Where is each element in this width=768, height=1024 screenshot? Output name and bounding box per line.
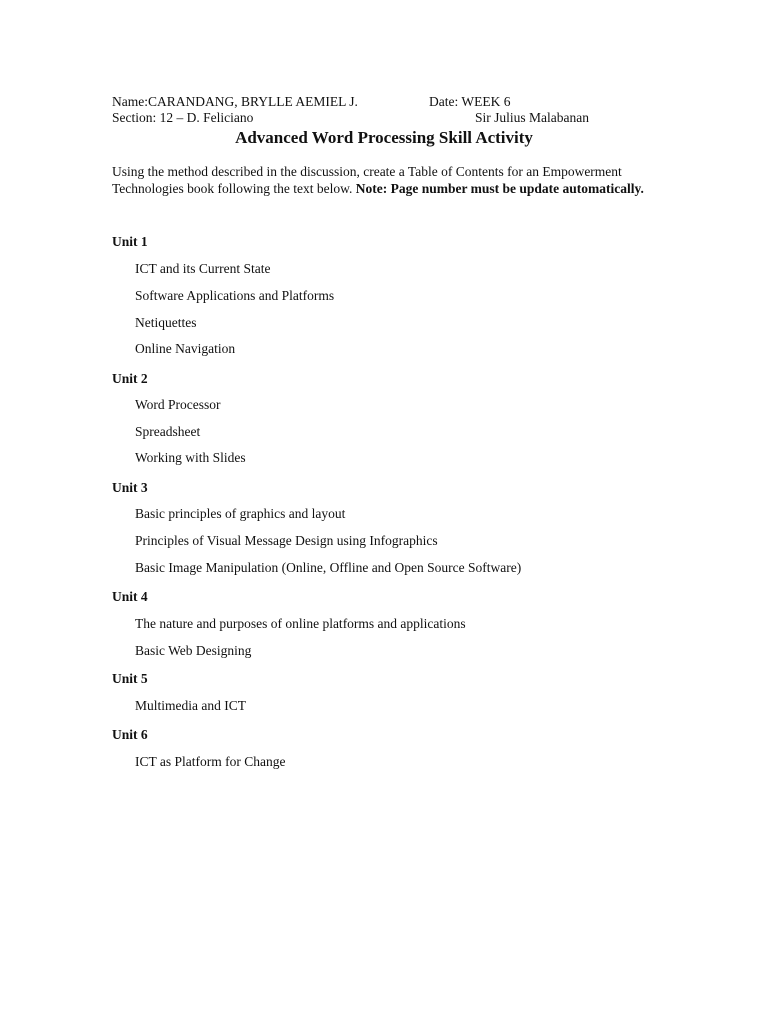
unit-5-title: Unit 5	[112, 671, 148, 686]
unit-3-item-3: Basic Image Manipulation (Online, Offline and Open Source Software)	[135, 560, 522, 575]
unit-1-item-2: Software Applications and Platforms	[135, 288, 335, 303]
unit-1-title: Unit 1	[112, 234, 148, 249]
unit-3-item-2: Principles of Visual Message Design using Infographics	[135, 533, 438, 548]
unit-2-item-2: Spreadsheet	[135, 424, 201, 439]
unit-1-item-4: Online Navigation	[135, 341, 236, 356]
unit-2-item-1: Word Processor	[135, 397, 221, 412]
section-info: Section: 12 – D. Feliciano	[112, 110, 254, 125]
unit-1-item-1: ICT and its Current State	[135, 261, 271, 276]
student-name: Name:CARANDANG, BRYLLE AEMIEL J.	[112, 94, 358, 109]
unit-4-item-1: The nature and purposes of online platforms and applications	[135, 616, 466, 631]
teacher-name: Sir Julius Malabanan	[475, 110, 589, 125]
unit-2-title: Unit 2	[112, 371, 148, 386]
unit-4-item-2: Basic Web Designing	[135, 643, 252, 658]
unit-4-title: Unit 4	[112, 589, 148, 604]
unit-5-item-1: Multimedia and ICT	[135, 698, 246, 713]
unit-6-item-1: ICT as Platform for Change	[135, 754, 286, 769]
unit-3-title: Unit 3	[112, 480, 148, 495]
date-week: Date: WEEK 6	[429, 94, 511, 109]
unit-3-item-1: Basic principles of graphics and layout	[135, 506, 346, 521]
instructions-paragraph	[112, 163, 672, 197]
instructions-text: Using the method described in the discussion, create a Table of Contents for an Empowerment Technologies book following the text below.	[112, 164, 622, 196]
page-title: Advanced Word Processing Skill Activity	[235, 128, 533, 147]
unit-1-item-3: Netiquettes	[135, 315, 197, 330]
instructions-note: Note: Page number must be update automatically.	[355, 181, 644, 196]
unit-6-title: Unit 6	[112, 727, 148, 742]
unit-2-item-3: Working with Slides	[135, 450, 246, 465]
